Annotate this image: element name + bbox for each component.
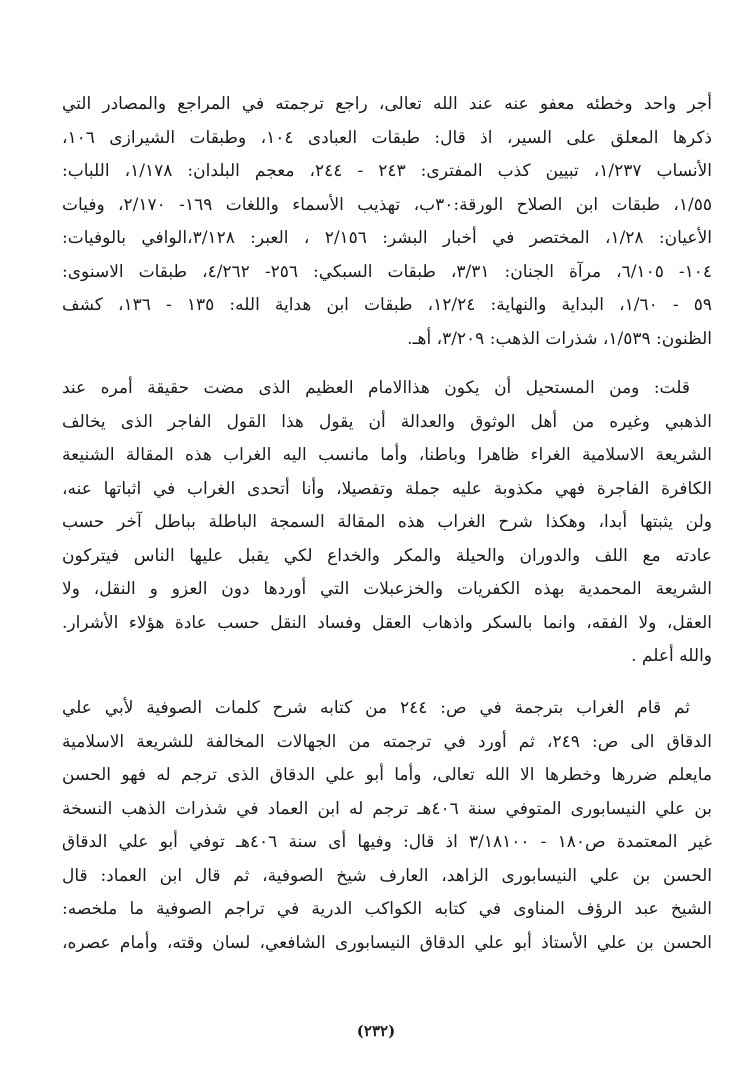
text-line: الدقاق الى ص: ٢٤٩، ثم أورد في ترجمته من الجهالات المخالفة للشريعة الاسلامية <box>62 731 712 752</box>
text-line: الظنون: ١/٥٣٩، شذرات الذهب: ٣/٢٠٩، أهـ. <box>407 328 712 349</box>
text-line: الذهبي وغيره من أهل الوثوق والعدالة أن يقول هذا القول الفاجر الذى يخالف <box>62 411 712 432</box>
text-line: الحسن بن علي النيسابورى الزاهد، العارف شيخ الصوفية، ثم قال ابن العماد: قال <box>62 865 712 886</box>
text-line: ١/٥٥، طبقات ابن الصلاح الورقة:٣٠ب، تهذيب الأسماء واللغات ١٦٩- ٢/١٧٠، وفيات <box>62 194 712 215</box>
text-line: قلت: ومن المستحيل أن يكون هذاالامام العظيم الذى مضت حقيقة أمره عند <box>62 378 690 398</box>
text-line: عادته مع اللف والدوران والحيلة والمكر والخداع لكي يقبل عليها الناس فيتركون <box>62 545 712 566</box>
paragraph-biography <box>62 692 712 960</box>
text-line: والله أعلم . <box>631 646 712 666</box>
text-line: ولن يثبتها أبدا، وهكذا شرح الغراب هذه المقالة السمجة الباطلة بباطل آخر حسب <box>62 512 712 532</box>
text-line: بن علي النيسابورى المتوفي سنة ٤٠٦هـ ترجم له ابن العماد في شذرات الذهب النسخة <box>62 798 712 819</box>
text-line: الشيخ عبد الرؤف المناوى في كتابه الكواكب الدرية في تراجم الصوفية ما ملخصه: <box>62 899 712 919</box>
text-line: الشريعة الاسلامية الغراء ظاهرا وباطنا، وأما مانسب اليه الغراب هذه المقالة الشنيعة <box>62 445 712 465</box>
text-line: الكافرة الفاجرة فهي مكذوبة عليه جملة وتفصيلا، وأنا أتحدى الغراب في اثباتها عنه، <box>62 478 712 499</box>
text-line: ثم قام الغراب بترجمة في ص: ٢٤٤ من كتابه شرح كلمات الصوفية لأبي علي <box>62 698 690 718</box>
text-line: العقل، ولا الفقه، وانما بالسكر واذهاب العقل وفساد النقل حسب عادة هؤلاء الأشرار. <box>62 612 712 633</box>
text-line: ٥٩ - ١/٦٠، البداية والنهاية: ١٢/٢٤، طبقات ابن هداية الله: ١٣٥ - ١٣٦، كشف <box>62 295 712 315</box>
text-line: الأعيان: ١/٢٨، المختصر في أخبار البشر: ٢/١٥٦ ، العبر: ٣/١٢٨،الوافي بالوفيات: <box>62 228 712 248</box>
text-line: الأنساب ١/٢٣٧، تبيين كذب المفترى: ٢٤٣ - ٢٤٤، معجم البلدان: ١/١٧٨، اللباب: <box>62 161 712 181</box>
text-line: مايعلم ضررها وخطرها الا الله تعالى، وأما أبو علي الدقاق الذى ترجم له فهو الحسن <box>62 765 712 785</box>
text-line: الشريعة المحمدية بهذه الكفريات والخزعبلات التي أوردها دون العزو و النقل، ولا <box>62 579 712 599</box>
page-number: (٢٣٢) <box>356 1022 396 1040</box>
text-line: غير المعتمدة ص١٨٠ - ٣/١٨١٠٠ اذ قال: وفيها أى سنة ٤٠٦هـ توفي أبو علي الدقاق <box>62 832 712 852</box>
text-line: ذكرها المعلق على السير، اذ قال: طبقات العبادى ١٠٤، وطبقات الشيرازى ١٠٦، <box>62 127 712 148</box>
paragraph-references <box>62 88 712 356</box>
text-line: أجر واحد وخطئه معفو عنه عند الله تعالى، راجع ترجمته في المراجع والمصادر التي <box>62 94 712 114</box>
text-line: الحسن بن علي الأستاذ أبو علي الدقاق النيسابورى الشافعي، لسان وقته، وأمام عصره، <box>62 932 712 953</box>
text-line: ١٠٤- ٦/١٠٥، مرآة الجنان: ٣/٣١، طبقات السبكي: ٢٥٦- ٤/٢٦٢، طبقات الاسنوى: <box>62 261 712 282</box>
paragraph-commentary <box>62 372 712 674</box>
